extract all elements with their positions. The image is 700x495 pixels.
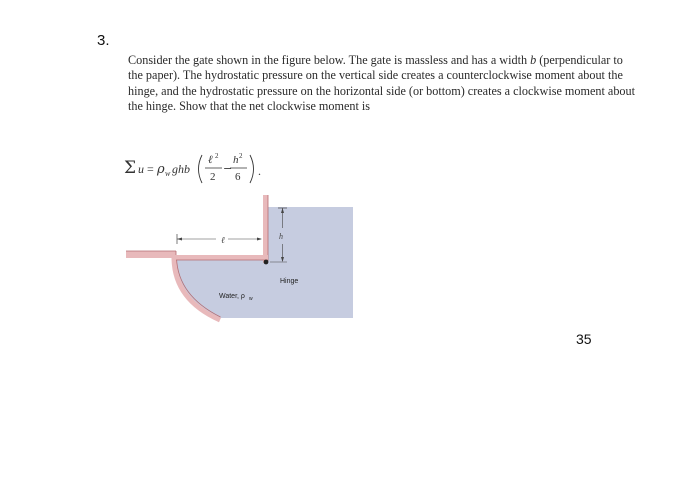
hinge-label: Hinge [280,278,299,285]
formula-term1-exponent: 2 [215,152,219,160]
formula-lhs: u [138,162,144,176]
length-label: ℓ [221,236,225,246]
width-symbol: b [530,53,537,67]
formula-ghb: ghb [172,162,190,176]
formula-term2-numerator: h [233,154,239,166]
formula-equals: = [147,162,154,176]
formula-sum-symbol: Σ [124,158,137,178]
formula-period: . [258,164,261,178]
formula-term1-numerator: ℓ [208,153,213,166]
water-label-subscript: w [249,296,253,302]
hinge-pin [264,260,269,265]
formula-right-paren [250,155,254,183]
left-ledge [126,251,176,258]
formula-rho: ρ [157,162,165,177]
length-dimension-arrow-left [177,238,182,241]
height-label: h [279,232,283,241]
page-number: 35 [576,331,592,347]
moment-formula [124,151,274,187]
water-label: Water, ρ [219,293,245,300]
problem-number: 3. [97,32,110,49]
formula-term1-denominator: 2 [210,171,216,183]
formula-term2-denominator: 6 [235,171,241,183]
formula-rho-subscript: w [165,169,171,178]
problem-text-part-2: (perpendicular to the paper). The hydrostatic pressure on the vertical side creates a counterclockwise moment about the hinge, and the hydrostatic pressure on the horizontal side (or bottom) creates a clockwise moment about the hinge. Show that the net clockwise moment is [128,53,635,113]
gate-horizontal-plate [174,255,268,260]
gate-figure [124,188,364,326]
problem-text-part-1: Consider the gate shown in the figure below. The gate is massless and has a width [128,53,531,67]
length-dimension-arrow-right [257,238,262,241]
formula-term2-exponent: 2 [239,152,243,160]
formula-left-paren [199,155,203,183]
problem-statement [128,53,638,114]
gate-vertical-plate [263,195,268,263]
formula-minus: − [223,162,233,175]
